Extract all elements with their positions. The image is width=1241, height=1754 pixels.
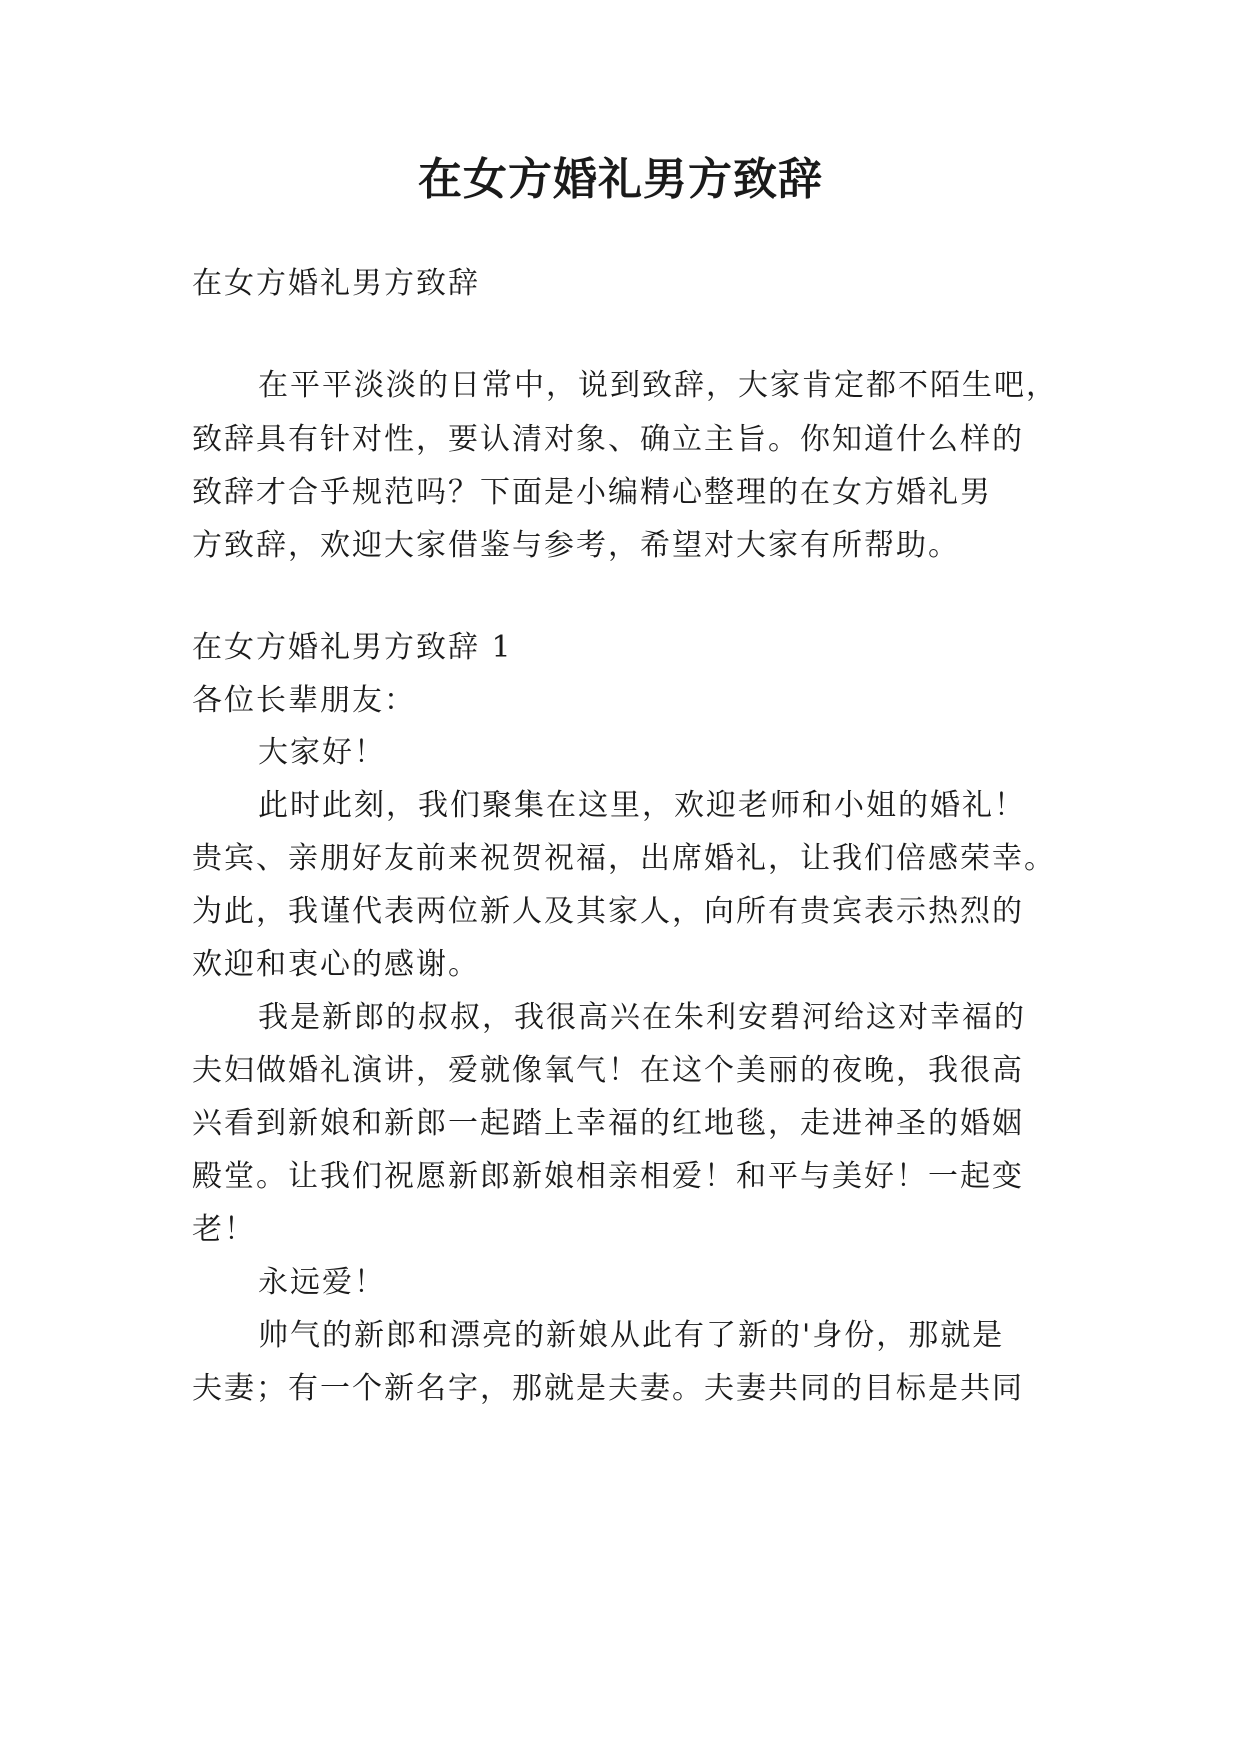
intro-line: 致辞具有针对性，要认清对象、确立主旨。你知道什么样的 [192, 422, 1024, 457]
document-subtitle: 在女方婚礼男方致辞 [192, 266, 480, 301]
forever-love-line: 永远爱！ [258, 1265, 386, 1300]
paragraph-line: 殿堂。让我们祝愿新郎新娘相亲相爱！和平与美好！一起变 [192, 1159, 1024, 1194]
intro-line: 致辞才合乎规范吗？下面是小编精心整理的在女方婚礼男 [192, 475, 992, 510]
paragraph-line: 帅气的新郎和漂亮的新娘从此有了新的'身份，那就是 [258, 1318, 1005, 1353]
paragraph-line: 我是新郎的叔叔，我很高兴在朱利安碧河给这对幸福的 [258, 1000, 1026, 1035]
paragraph-line: 此时此刻，我们聚集在这里，欢迎老师和小姐的婚礼！ [258, 788, 1026, 823]
intro-line: 方致辞，欢迎大家借鉴与参考，希望对大家有所帮助。 [192, 528, 960, 563]
section-heading: 在女方婚礼男方致辞 1 [192, 630, 513, 665]
paragraph-line: 兴看到新娘和新郎一起踏上幸福的红地毯，走进神圣的婚姻 [192, 1106, 1024, 1141]
paragraph-line: 欢迎和衷心的感谢。 [192, 947, 480, 982]
salutation: 各位长辈朋友： [192, 683, 416, 718]
intro-line: 在平平淡淡的日常中，说到致辞，大家肯定都不陌生吧， [258, 368, 1058, 403]
document-title: 在女方婚礼男方致辞 [418, 154, 823, 205]
greeting: 大家好！ [258, 735, 386, 770]
paragraph-line: 贵宾、亲朋好友前来祝贺祝福，出席婚礼，让我们倍感荣幸。 [192, 841, 1056, 876]
paragraph-line: 为此，我谨代表两位新人及其家人，向所有贵宾表示热烈的 [192, 894, 1024, 929]
paragraph-line: 夫妻；有一个新名字，那就是夫妻。夫妻共同的目标是共同 [192, 1371, 1024, 1406]
paragraph-line: 夫妇做婚礼演讲，爱就像氧气！在这个美丽的夜晚，我很高 [192, 1053, 1024, 1088]
paragraph-line: 老！ [192, 1212, 256, 1247]
